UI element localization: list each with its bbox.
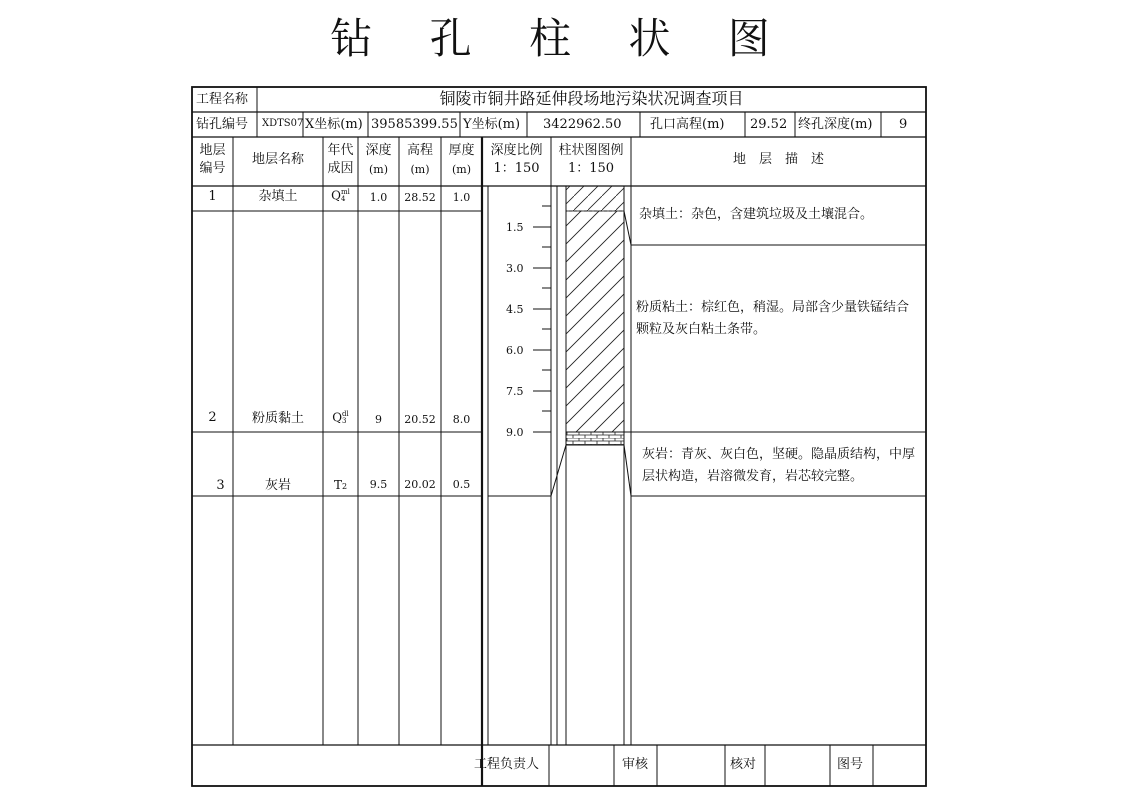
layer-1-elev: 28.52	[404, 191, 436, 204]
layer-3-description: 灰岩：青灰、灰白色，坚硬。隐晶质结构，中厚层状构造，岩溶微发育，岩芯较完整。	[642, 447, 916, 484]
layer-3-age: T2	[333, 478, 348, 492]
review-label: 审核	[622, 757, 649, 772]
layer-2-description: 粉质粘土：棕红色，稍湿。局部含少量铁锰结合颗粒及灰白粘土条带。	[636, 300, 910, 337]
layer-1-depth: 1.0	[369, 191, 388, 204]
col-legend-1: 柱状图图例	[558, 143, 624, 158]
layer-2-age: Q dl 3	[332, 410, 349, 425]
col-age-1: 年代	[327, 143, 354, 158]
depth-tick-label: 6.0	[506, 344, 524, 357]
col-description: 地 层 描 述	[732, 152, 824, 167]
x-coord: 39585399.55	[371, 117, 458, 132]
layer-2-name: 粉质黏土	[251, 411, 304, 426]
col-elev-2: (m)	[410, 163, 430, 176]
depth-tick-label: 3.0	[506, 262, 524, 275]
layer-3-thick: 0.5	[452, 478, 471, 491]
y-coord-label: Y坐标(m)	[463, 117, 521, 132]
x-coord-label: X坐标(m)	[305, 117, 363, 132]
col-layer-no-1: 地层	[199, 143, 226, 158]
drawing-number-label: 图号	[837, 757, 864, 772]
col-layer-no-2: 编号	[199, 161, 226, 176]
page-title: 钻 孔 柱 状 图	[330, 14, 792, 63]
col-age-2: 成因	[327, 161, 354, 176]
col-scale-2: 1：150	[493, 161, 540, 176]
layer-3-no: 3	[216, 478, 225, 493]
layer-2-thick: 8.0	[452, 413, 471, 426]
final-depth-label: 终孔深度(m)	[798, 117, 873, 132]
depth-tick-label: 7.5	[506, 385, 524, 398]
col-elev-1: 高程	[406, 143, 433, 158]
project-name-label: 工程名称	[196, 92, 249, 107]
layer-3-depth: 9.5	[369, 478, 388, 491]
layer-2-no: 2	[208, 410, 217, 425]
depth-tick-label: 4.5	[506, 303, 524, 316]
depth-tick-label: 9.0	[506, 426, 524, 439]
y-coord: 3422962.50	[543, 117, 622, 132]
depth-tick-label: 1.5	[506, 221, 524, 234]
col-layer-name: 地层名称	[251, 152, 304, 167]
layer-2-depth: 9	[375, 413, 382, 426]
col-depth-2: (m)	[368, 163, 388, 176]
layer-1-description: 杂填土：杂色，含建筑垃圾及土壤混合。	[639, 207, 874, 222]
col-depth-1: 深度	[365, 143, 392, 158]
elevation: 29.52	[750, 117, 788, 132]
project-name: 铜陵市铜井路延伸段场地污染状况调查项目	[439, 89, 744, 108]
layer-1-thick: 1.0	[452, 191, 471, 204]
layer-3-name: 灰岩	[264, 478, 291, 493]
borehole-id-label: 钻孔编号	[196, 117, 249, 132]
check-label: 核对	[730, 757, 757, 772]
layer-3-elev: 20.02	[404, 478, 436, 491]
layer-1-age: Q ml 4	[331, 188, 350, 203]
lithology-fill	[566, 186, 624, 445]
final-depth: 9	[899, 117, 908, 132]
col-legend-2: 1：150	[567, 161, 615, 176]
col-scale-1: 深度比例	[490, 143, 543, 158]
borehole-id: XDTS07	[262, 118, 304, 129]
project-manager-label: 工程负责人	[474, 757, 540, 772]
col-thick-2: (m)	[451, 163, 471, 176]
layer-2-elev: 20.52	[404, 413, 436, 426]
col-thick-1: 厚度	[448, 143, 475, 158]
layer-1-name: 杂填土	[258, 189, 298, 204]
layer-1-no: 1	[208, 189, 217, 204]
elevation-label: 孔口高程(m)	[650, 117, 725, 132]
